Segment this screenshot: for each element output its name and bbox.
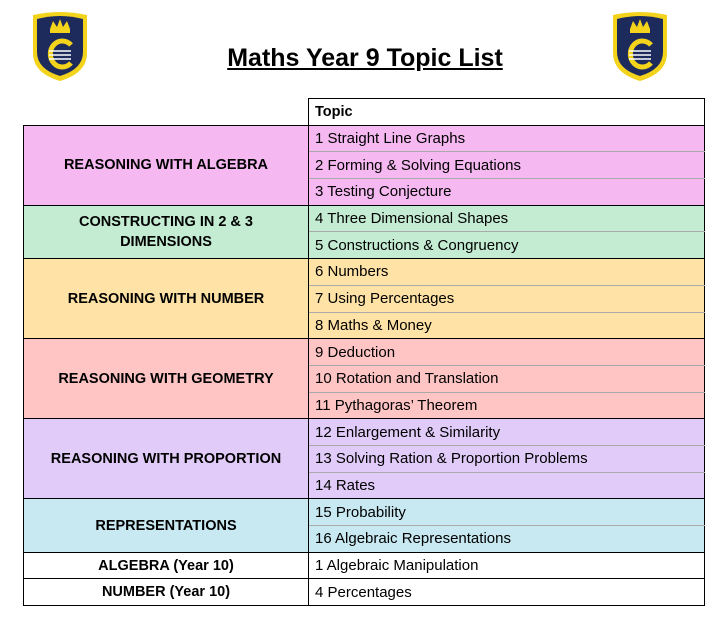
topic-cell: 9 Deduction <box>309 339 705 366</box>
topic-cell: 13 Solving Ration & Proportion Problems <box>309 445 705 472</box>
topic-cell: 2 Forming & Solving Equations <box>309 152 705 179</box>
table-row <box>24 552 705 579</box>
header-blank-cell <box>24 99 309 126</box>
topic-cell: 12 Enlargement & Similarity <box>309 419 705 446</box>
table-row <box>24 419 705 446</box>
topic-cell: 7 Using Percentages <box>309 285 705 312</box>
topic-table <box>23 98 705 606</box>
category-cell: NUMBER (Year 10) <box>24 579 309 606</box>
topic-cell: 5 Constructions & Congruency <box>309 232 705 259</box>
topic-cell: 14 Rates <box>309 472 705 499</box>
category-cell: ALGEBRA (Year 10) <box>24 552 309 579</box>
category-cell: REPRESENTATIONS <box>24 499 309 552</box>
table-row <box>24 259 705 286</box>
category-cell: REASONING WITH GEOMETRY <box>24 339 309 419</box>
table-row <box>24 499 705 526</box>
topic-cell: 10 Rotation and Translation <box>309 365 705 392</box>
topic-cell: 4 Three Dimensional Shapes <box>309 205 705 232</box>
topic-cell: 6 Numbers <box>309 259 705 286</box>
topic-cell: 16 Algebraic Representations <box>309 526 705 553</box>
category-cell: REASONING WITH PROPORTION <box>24 419 309 499</box>
table-row <box>24 205 705 232</box>
topic-cell: 11 Pythagoras’ Theorem <box>309 392 705 419</box>
topic-cell: 4 Percentages <box>309 579 705 606</box>
topic-cell: 15 Probability <box>309 499 705 526</box>
category-cell: REASONING WITH NUMBER <box>24 259 309 339</box>
table-row <box>24 125 705 152</box>
topic-cell: 8 Maths & Money <box>309 312 705 339</box>
table-header-row <box>24 99 705 126</box>
category-cell: CONSTRUCTING IN 2 & 3 DIMENSIONS <box>24 205 309 258</box>
topic-cell: 1 Straight Line Graphs <box>309 125 705 152</box>
category-cell: REASONING WITH ALGEBRA <box>24 125 309 205</box>
topic-column-header: Topic <box>309 99 705 126</box>
table-row <box>24 579 705 606</box>
topic-cell: 3 Testing Conjecture <box>309 179 705 206</box>
table-row <box>24 339 705 366</box>
topic-cell: 1 Algebraic Manipulation <box>309 552 705 579</box>
page-title: Maths Year 9 Topic List <box>227 44 503 72</box>
